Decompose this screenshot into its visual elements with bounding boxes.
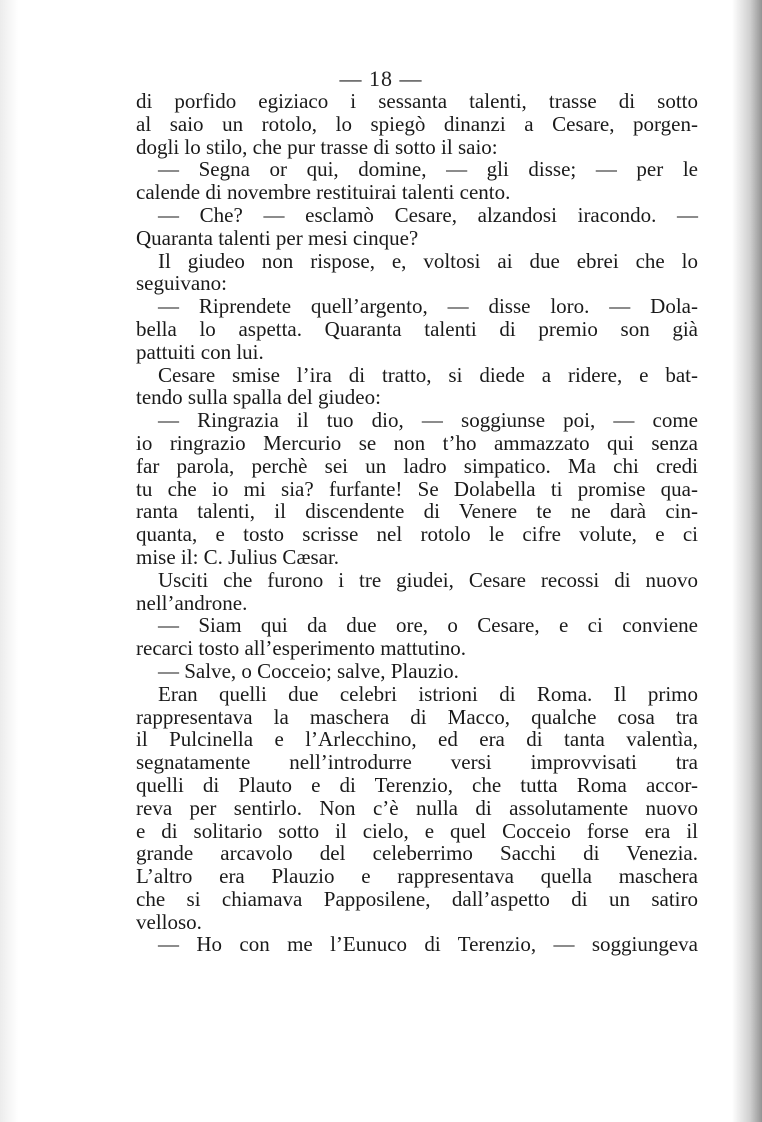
text-line: io ringrazio Mercurio se non t’ho ammazzato qui senza xyxy=(136,430,698,455)
text-line: Usciti che furono i tre giudei, Cesare recossi di nuovo xyxy=(158,567,698,592)
text-line: tendo sulla spalla del giudeo: xyxy=(136,385,381,410)
text-line: Quaranta talenti per mesi cinque? xyxy=(136,225,419,250)
text-line: il Pulcinella e l’Arlecchino, ed era di tanta valentìa, xyxy=(136,727,698,752)
text-line: nell’androne. xyxy=(136,590,248,615)
text-line: Il giudeo non rispose, e, voltosi ai due ebrei che lo xyxy=(158,248,698,273)
text-line: segnatamente nell’introdurre versi improvvisati tra xyxy=(136,750,698,775)
text-line: — Segna or qui, domine, — gli disse; — per le xyxy=(158,157,698,182)
text-line: ranta talenti, il discendente di Venere te ne darà cin- xyxy=(136,499,698,524)
text-line: Eran quelli due celebri istrioni di Roma. Il primo xyxy=(158,681,698,706)
text-line: reva per sentirlo. Non c’è nulla di assolutamente nuovo xyxy=(136,795,698,820)
text-line: far parola, perchè sei un ladro simpatico. Ma chi credi xyxy=(136,453,698,478)
text-line: calende di novembre restituirai talenti cento. xyxy=(136,180,511,205)
text-line: mise il: C. Julius Cæsar. xyxy=(136,544,340,569)
body-text xyxy=(136,90,698,956)
text-line: tu che io mi sia? furfante! Se Dolabella ti promise qua- xyxy=(136,476,698,501)
text-line: e di solitario sotto il cielo, e quel Cocceio forse era il xyxy=(136,818,698,843)
text-line: — Salve, o Cocceio; salve, Plauzio. xyxy=(158,658,459,683)
text-line: velloso. xyxy=(136,909,202,934)
text-line: — Ringrazia il tuo dio, — soggiunse poi, — come xyxy=(158,408,698,433)
text-line: L’altro era Plauzio e rappresentava quella maschera xyxy=(136,864,698,889)
text-line: — Riprendete quell’argento, — disse loro. — Dola- xyxy=(158,294,698,319)
page-gutter-shadow xyxy=(0,0,18,1122)
text-line: Cesare smise l’ira di tratto, si diede a ridere, e bat- xyxy=(158,362,698,387)
text-line: — Ho con me l’Eunuco di Terenzio, — soggiungeva xyxy=(158,932,698,957)
text-line: di porfido egiziaco i sessanta talenti, trasse di sotto xyxy=(136,89,698,113)
text-line: quelli di Plauto e di Terenzio, che tutta Roma accor- xyxy=(136,772,698,797)
text-line: — Che? — esclamò Cesare, alzandosi iracondo. — xyxy=(158,202,698,227)
text-line: quanta, e tosto scrisse nel rotolo le cifre volute, e ci xyxy=(136,522,698,547)
page-number: — 18 — xyxy=(339,66,423,91)
text-line: bella lo aspetta. Quaranta talenti di premio son già xyxy=(136,316,698,341)
text-line: — Siam qui da due ore, o Cesare, e ci conviene xyxy=(158,613,698,638)
page-edge-shadow xyxy=(732,0,762,1122)
text-line: pattuiti con lui. xyxy=(136,339,264,364)
text-line: grande arcavolo del celeberrimo Sacchi di Venezia. xyxy=(136,841,698,866)
text-line: al saio un rotolo, lo spiegò dinanzi a Cesare, porgen- xyxy=(136,111,698,136)
text-line: seguivano: xyxy=(136,271,227,296)
text-line: rappresentava la maschera di Macco, qualche cosa tra xyxy=(136,704,698,729)
text-line: recarci tosto all’esperimento mattutino. xyxy=(136,636,467,661)
text-line: che si chiamava Papposilene, dall’aspetto di un satiro xyxy=(136,886,698,911)
text-line: dogli lo stilo, che pur trasse di sotto il saio: xyxy=(136,134,498,159)
